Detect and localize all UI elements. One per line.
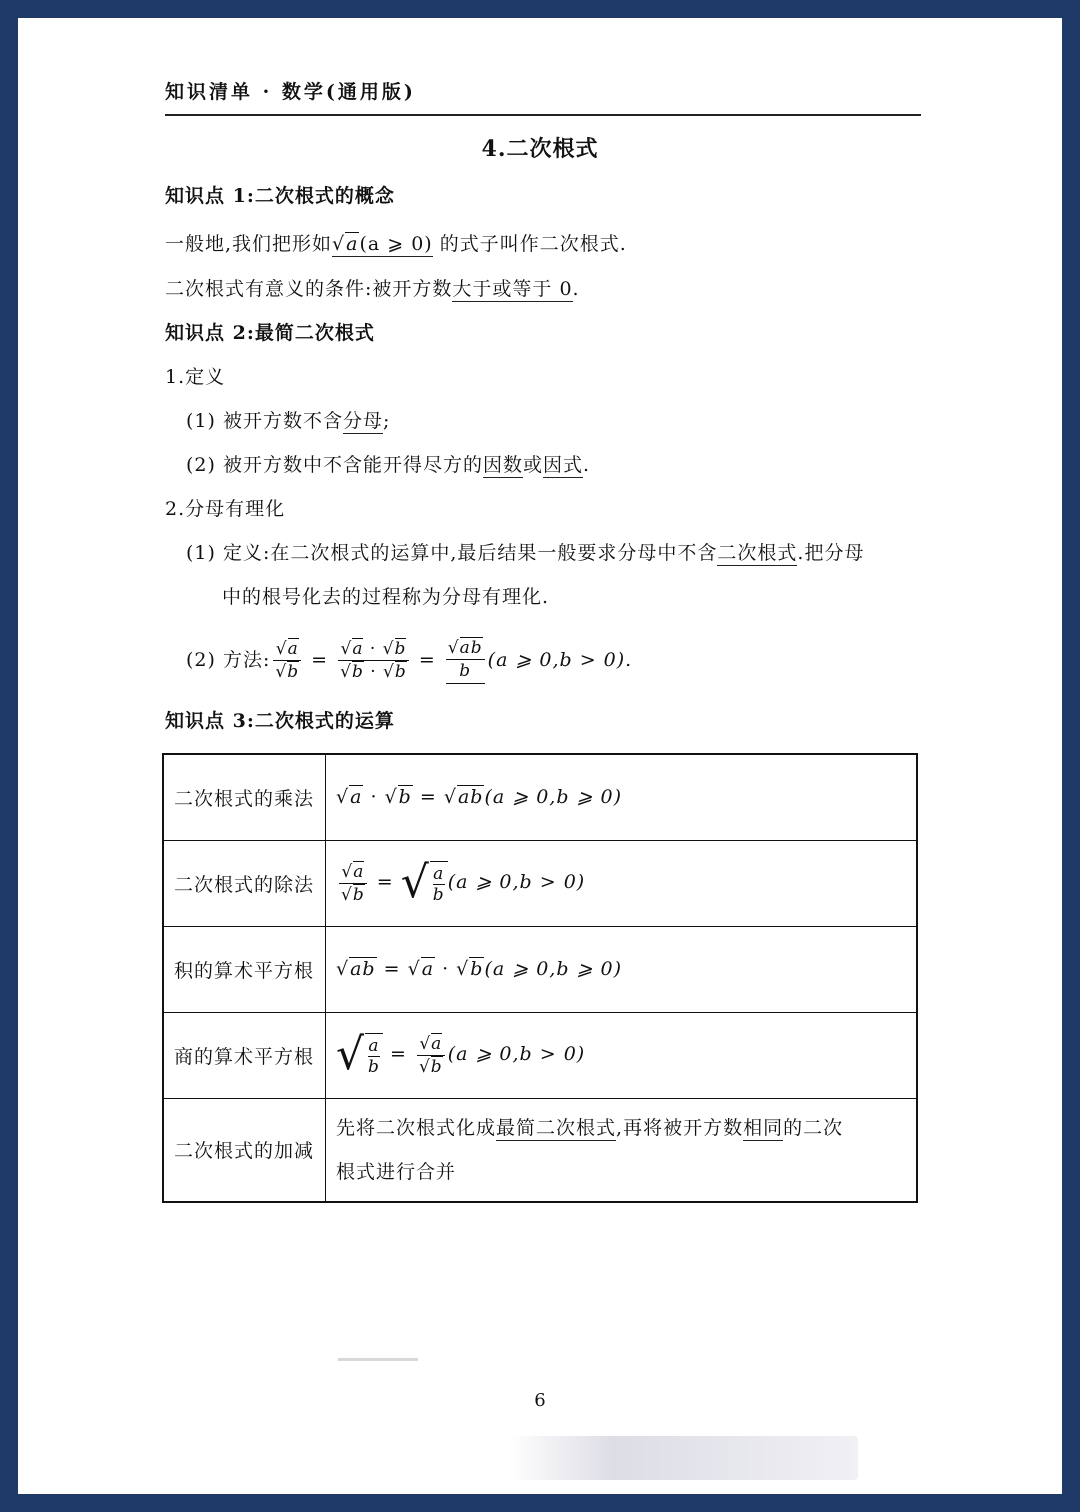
row-formula: √ab = √a · √b(a ⩾ 0,b ⩾ 0) [326, 926, 918, 1012]
page-number: 6 [534, 1390, 546, 1411]
kp2-sub1: 1.定义 [165, 366, 226, 388]
row-label: 二次根式的除法 [163, 840, 326, 926]
row-formula: √ a b = $\frac{√a}{√b}$ (a ⩾ 0,b > 0) [326, 1012, 918, 1098]
scan-smudge [338, 1358, 418, 1361]
kp1-condition: 二次根式有意义的条件:被开方数大于或等于 0. [165, 278, 580, 300]
row-label: 二次根式的乘法 [163, 754, 326, 840]
answer-underline: √a(a ⩾ 0) [332, 233, 433, 255]
watermark-overlay [508, 1436, 858, 1480]
kp3-heading: 知识点 3:二次根式的运算 [165, 710, 395, 732]
kp1-heading: 知识点 1:二次根式的概念 [165, 185, 395, 207]
row-label: 二次根式的加减 [163, 1098, 326, 1202]
table-row [163, 754, 917, 840]
fraction: $\frac{√a}{√b}$ [275, 638, 300, 682]
row-label: 商的算术平方根 [163, 1012, 326, 1098]
fraction: $\frac{√a \cdot √b}{√b \cdot √b}$ [340, 638, 407, 682]
table-row [163, 926, 917, 1012]
row-formula: √a · √b = √ab(a ⩾ 0,b ⩾ 0) [326, 754, 918, 840]
running-header: 知识清单 · 数学(通用版) [165, 76, 921, 116]
kp2-rationalize-def-cont: 中的根号化去的过程称为分母有理化. [222, 586, 550, 608]
kp2-def-item1: (1) 被开方数不含分母; [186, 410, 391, 432]
kp2-heading: 知识点 2:最简二次根式 [165, 322, 375, 344]
kp2-sub2: 2.分母有理化 [165, 498, 286, 520]
row-formula: $\frac{√a}{√b}$ = √ a b (a ⩾ 0,b > 0) [326, 840, 918, 926]
operations-table [162, 753, 918, 1203]
kp2-def-item2: (2) 被开方数中不含能开得尽方的因数或因式. [186, 454, 591, 476]
row-label: 积的算术平方根 [163, 926, 326, 1012]
fraction-answer: $\frac{√ab}{b}$ [446, 637, 485, 684]
kp2-rationalize-method: (2) 方法: $\frac{√a}{√b}$ = $\frac{√a \cdot √b}{√b \cdot √b}$ = $\frac{√ab}{b}$ (a ⩾ 0,b > 0). [186, 637, 633, 682]
section-title: 4.二次根式 [481, 136, 599, 162]
table-row [163, 1012, 917, 1098]
table-row [163, 840, 917, 926]
answer-underline: 大于或等于 0 [452, 278, 573, 300]
kp1-definition: 一般地,我们把形如√a(a ⩾ 0) 的式子叫作二次根式. [165, 233, 627, 255]
kp2-rationalize-def: (1) 定义:在二次根式的运算中,最后结果一般要求分母中不含二次根式.把分母 [186, 542, 865, 564]
document-page [18, 18, 1062, 1494]
table-row [163, 1098, 917, 1202]
row-formula: 先将二次根式化成最简二次根式,再将被开方数相同的二次 根式进行合并 [326, 1098, 918, 1202]
